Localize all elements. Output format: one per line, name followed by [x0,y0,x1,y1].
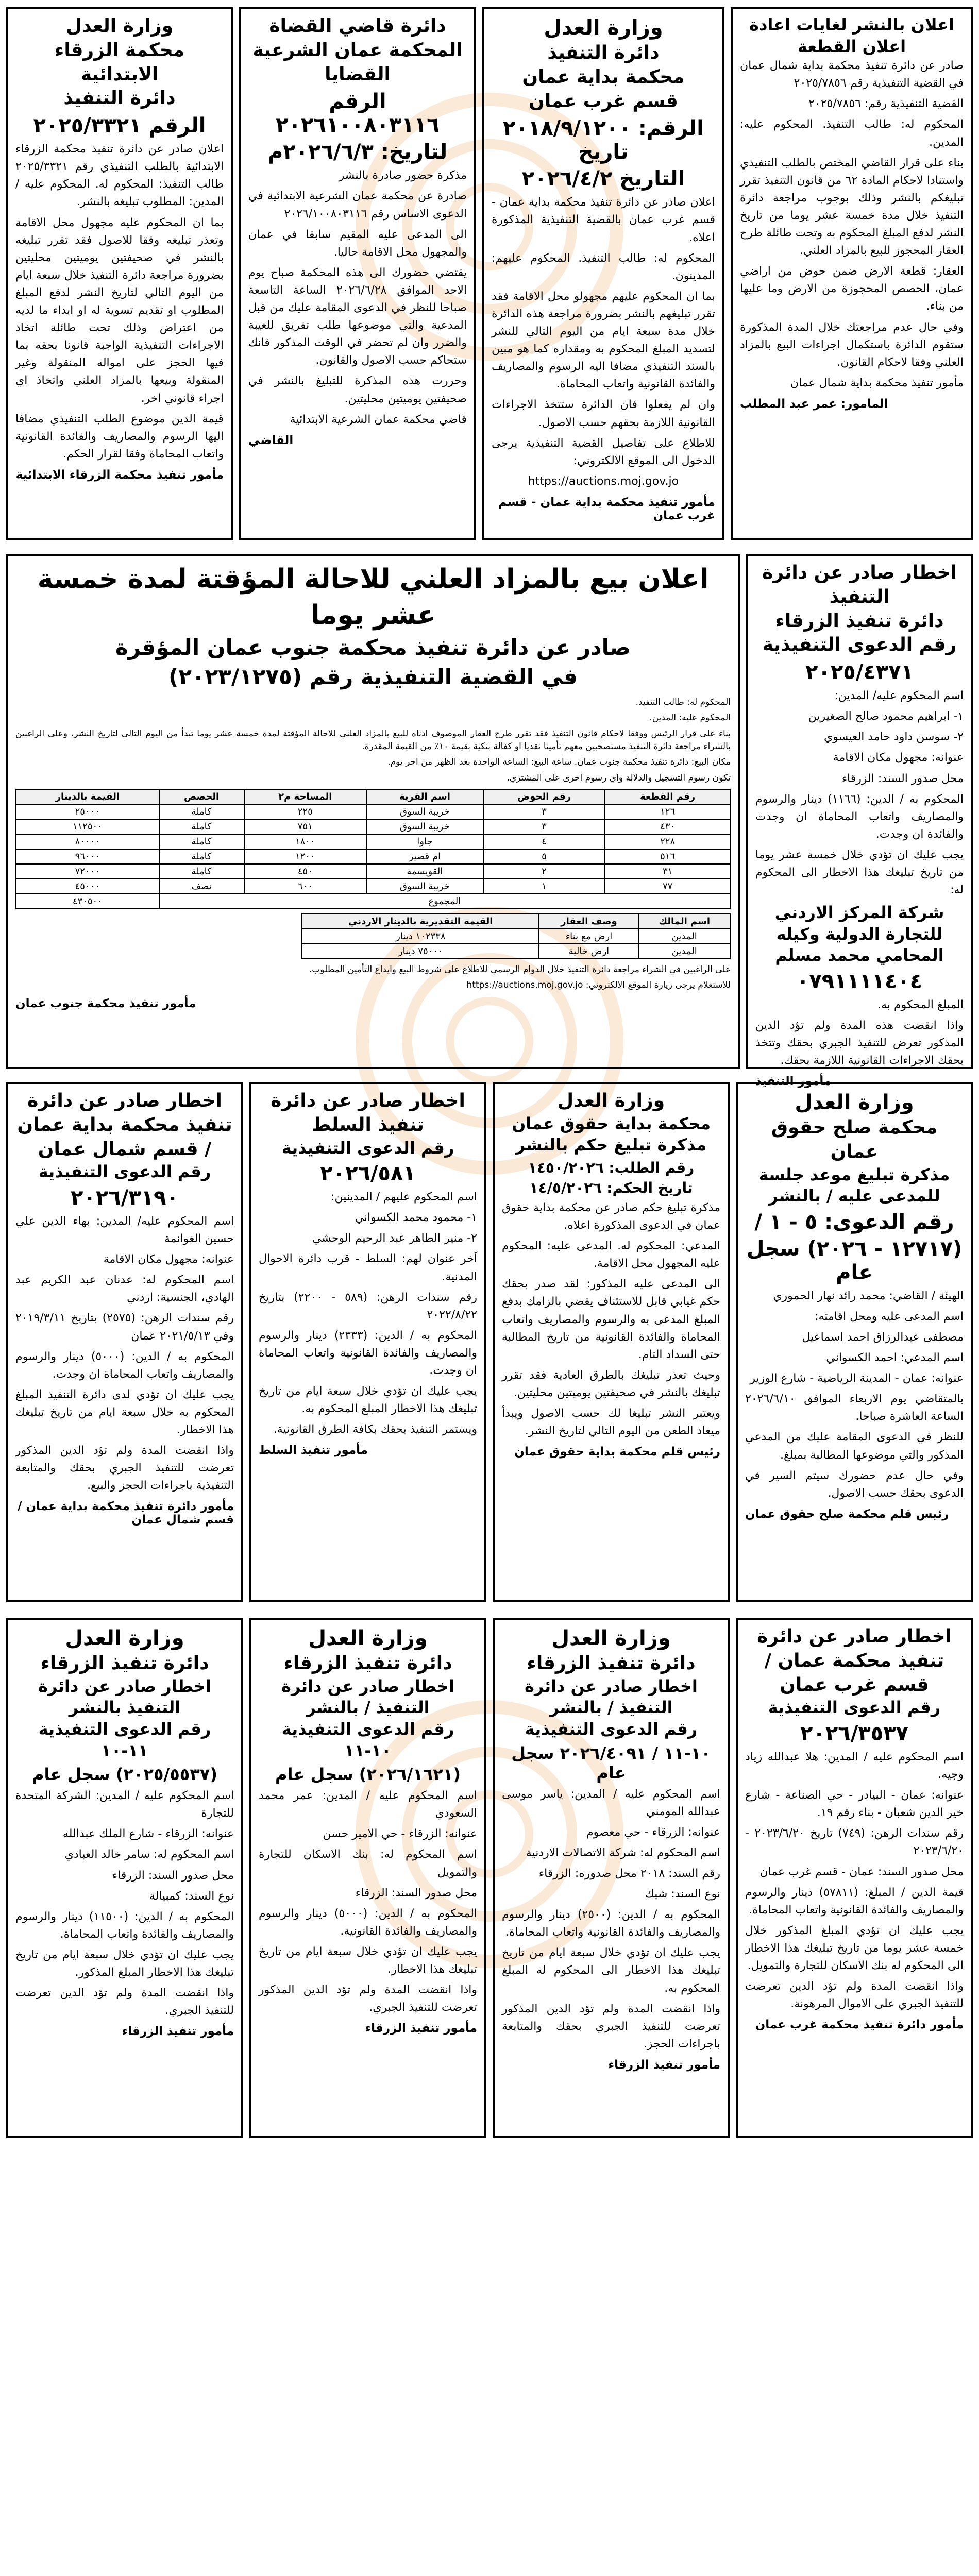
table-row [302,944,730,959]
ad-case-number: (٢٠٢٥/٥٥٣٧) سجل عام [32,1765,217,1785]
table-cell: كاملة [159,804,244,819]
table-cell: المدين [638,929,730,944]
table-header-row [302,914,730,929]
table-cell: ١٢٦ [605,804,730,819]
table-cell: ٦٠٠ [244,879,367,894]
table-cell: نصف [159,879,244,894]
table-cell: ١٢٠٠ [244,849,367,864]
ad-paragraph: يجب عليك ان تؤدي خلال سبعة ايام من تاريخ تبليغك هذا الاخطار المبلغ المحكوم به. [259,1385,477,1416]
ad-signature: مأمور التنفيذ [755,1075,832,1089]
owner-table [301,913,731,959]
ad-paragraph: المحكوم به / الدين: (٢٣٣٣) دينار والرسوم والمصاريف والفائدة القانونية واتعاب المحاماة ان وجدت. [259,1329,478,1378]
ad-paragraph: المدعي: المحكوم له. المدعى عليه: المحكوم عليه المجهول محل الاقامة. [502,1240,720,1270]
table-cell: ٢٢٨ [605,834,730,849]
ad-signature: مأمور تنفيذ الزرقاء [365,2022,477,2036]
ad-paragraph: بما ان المحكوم عليه مجهول محل الاقامة وتعذر تبليغه وفقا للاصول فقد تقرر تبليغه بالنشر في صحيفتين يوميتين محليتين بضرورة مراجعة دائرة التنفيذ خلال سبعة ايام من اليوم التالي لتاريخ النشر لدفع المبلغ المطلوب او تقديم تسوية له او ابداء ما لديه من اعتراض وذلك تحت طائلة اتخاذ الاجراءات التنفيذية الواجبة قانونا بحقه بما فيها الحجز على امواله المنقولة وغير المنقولة وبيعها بالمزاد العلني واتخاذ اي اجراء قانوني اخر. [15,216,224,405]
ad-case-number: ٢٠٢٥/٤٣٧١ [805,660,914,685]
ad-title: مذكرة تبليغ موعد جلسة للمدعى عليه / بالنشر [758,1164,950,1206]
table-cell: ام قصير [366,849,483,864]
ad-case-number: ٢٠٢٦/٥٨١ [320,1162,416,1186]
table-header: المساحة م٢ [244,789,367,804]
ad-paragraph: وحيث تعذر تبليغك بالطرق العادية فقد تقرر تبليغك بالنشر في صحيفتين يوميتين محليتين. [502,1368,720,1399]
ad-case-number: ١٠-١١ / ٢٠٢٦/٤٠٩١ سجل عام [511,1743,711,1783]
ad-paragraph: المحكوم له: طالب التنفيذ. المحكوم عليه: المدين. [740,118,964,149]
ad-paragraph: الى المدعى عليه المقيم سابقا في عمان والمجهول محل الاقامة حاليا. [248,228,467,259]
ad-paragraph: قاضي محكمة عمان الشرعية الابتدائية [290,413,467,426]
ad-paragraph: اسم المدعى عليه ومحل اقامته: [815,1310,964,1323]
ad-paragraph: يقتضي حضورك الى هذه المحكمة صباح يوم الاحد الموافق ٢٠٢٦/٦/٢٨ الساعة التاسعة صباحا للنظر في الدعوى المقامة عليك من قبل المدعية والتي موضوعها طلب تفريق للغيبة والضرر وان لم تحضر في الوقت المذكور فانك ستحاكم حسب الاصول والقانون. [248,266,467,367]
ad-case-label: رقم الدعوى التنفيذية [38,1162,211,1182]
ad-creditor: شركة المركز الاردني للتجارة الدولية وكيله المحامي محمد مسلم [774,903,944,965]
ad-session-summons [736,1082,973,1602]
table-cell: ١٠٢٣٣٨ دينار [302,929,539,944]
ad-ministry: وزارة العدل [557,1090,665,1111]
ad-paragraph: المحكوم له: طالب التنفيذ. المحكوم عليهم: المدينون. [492,251,715,282]
ad-paragraph: المحكوم به / الدين: (١١٥٠٠) دينار والرسوم والمصاريف والفائدة واتعاب المحاماة. [15,1910,234,1941]
table-row [302,929,730,944]
ad-paragraph: اسم المحكوم له: بنك الاسكان للتجارة والتمويل [259,1848,477,1879]
ad-paragraph: ٢- منير الطاهر عبد الرحيم الوحشي [312,1232,477,1245]
ad-paragraph: وفي حال عدم حضورك سيتم السير في الدعوى بحقك حسب الاصول. [745,1469,964,1500]
ad-paragraph: وحررت هذه المذكرة للتبليغ بالنشر في صحيفتين يوميتين محليتين. [248,375,467,405]
table-row [16,819,730,834]
ad-court: محكمة بداية حقوق عمان [511,1113,711,1133]
ad-paragraph: واذا انقضت المدة ولم تؤد الدين تعرضت للتنفيذ الجبري. [15,1987,234,2018]
table-header: رقم القطعة [605,789,730,804]
ad-paragraph: المحكوم به / الدين: (١١٦٦) دينار والرسوم والمصاريف واتعاب المحاماة ان وجدت والفائدة ان وجدت. [755,792,964,841]
ad-paragraph: اسم المحكوم عليه / المدين: عمر محمد السعودي [259,1789,477,1820]
ad-date: لتاريخ: ٢٠٢٦/٦/٣م [267,140,448,164]
ad-case-label: رقم الدعوى التنفيذية [525,1719,698,1739]
ad-property-announcement [731,7,973,540]
ad-case-label: رقم الدعوى التنفيذية [768,1698,941,1718]
ad-paragraph: نوع السند: شيك [645,1888,720,1901]
ad-case-label: رقم الدعوى التنفيذية ١٠-١١ [281,1719,454,1760]
ad-dept: دائرة التنفيذ [63,88,176,109]
ad-paragraph: رقم سندات الرهن: (٧٤٩) تاريخ ٢٠٢٣/٦/٢٠ - ٢٠٢٣/٦/٢٠ [745,1827,964,1858]
table-header: الحصص [159,789,244,804]
ad-paragraph: المحكوم به / الدين: (٥٠٠٠) دينار والرسوم والمصاريف والفائدة القانونية. [259,1907,478,1938]
ad-paragraph: ويستمر التنفيذ بحقك بكافة الطرق القانونية. [273,1423,477,1436]
ad-paragraph: رقم السند: ٢٠١٨ محل صدوره: الزرقاء [538,1867,720,1880]
ad-zarqa-first-instance [6,7,233,540]
table-total-row [16,894,730,909]
ad-paragraph: بالمتقاضي يوم الاربعاء الموافق ٢٠٢٦/٦/١٠ الساعة العاشرة صباحا. [745,1393,964,1423]
ad-case-label: رقم الدعوى التنفيذية ١١-١٠ [38,1719,211,1760]
ad-case-number: الرقم ٢٠٢٥/٣٣٢١ [33,114,206,138]
ad-title: اخطار صادر عن دائرة التنفيذ / بالنشر [281,1676,454,1718]
property-table [15,789,731,909]
ad-paragraph: اسم المحكوم عليه / المدين: الشركة المتحدة للتجارة [15,1789,234,1820]
owner-table-body [302,929,730,959]
ad-paragraph: مذكرة حضور صادرة بالنشر [339,169,467,182]
table-cell: ٧٧ [605,879,730,894]
ad-paragraph: محل صدور السند: الزرقاء [841,772,964,785]
ad-title: اخطار صادر عن دائرة تنفيذ محكمة عمان / [757,1626,952,1671]
ad-title: اعلان بالنشر لغايات اعادة اعلان القطعة [749,15,954,56]
ad-signature: المامور: عمر عبد المطلب [740,397,888,411]
ad-signature: مأمور تنفيذ السلط [259,1444,368,1458]
table-cell: كاملة [159,819,244,834]
table-total-value: ٤٣٠٥٠٠ [16,894,159,909]
ad-judgment-notice [493,1082,730,1602]
ad-paragraph: رقم سندات الرهن: (٢٥٧٥) بتاريخ ٢٠١٩/٣/١١ وفي ٢٠٢١/٥/١٣ عمان [15,1312,234,1343]
ad-paragraph: اسم المحكوم عليه / المدين: ياسر موسى عبدالله المومني [502,1787,720,1818]
table-cell: ٢٥٠٠٠ [16,804,159,819]
ad-title: اعلان بيع بالمزاد العلني للاحالة المؤقتة لمدة خمسة عشر يوما [37,564,709,631]
ad-section: / قسم شمال عمان [38,1138,212,1160]
ad-paragraph: قيمة الدين / المبلغ: (٥٧٨١١) دينار والرسوم والمصاريف والفائدة القانونية واتعاب المحاماة. [745,1886,964,1917]
ad-paragraph: محل صدور السند: الزرقاء [355,1886,477,1900]
table-header-row [16,789,730,804]
ad-signature: مأمور دائرة تنفيذ محكمة غرب عمان [755,2018,964,2032]
ad-paragraph: مصطفى عبدالرزاق احمد اسماعيل [802,1330,964,1344]
ad-paragraph: المحكوم به / الدين: (٢٥٠٠) دينار والرسوم والمصاريف والفائدة القانونية واتعاب المحاماة. [502,1908,721,1939]
ad-paragraph: يجب عليك ان تؤدي المبلغ المذكور خلال خمسة عشر يوما من تاريخ تبليغك هذا الاخطار الى المحكوم له بنك الاسكان للتجارة والتمويل. [745,1924,964,1973]
table-cell: ارض مع بناء [539,929,638,944]
ad-signature: رئيس قلم محكمة صلح حقوق عمان [745,1507,949,1521]
ad-court: دائرة تنفيذ الزرقاء [283,1653,452,1674]
table-header: وصف العقار [539,914,638,929]
ad-title: اخطار صادر عن دائرة التنفيذ [762,562,957,607]
ad-court: محكمة الزرقاء الابتدائية [54,39,185,85]
ad-ministry: وزارة العدل [65,1626,184,1650]
ad-title: اخطار صادر عن دائرة التنفيذ بالنشر [38,1676,211,1718]
ad-paragraph: للاطلاع على تفاصيل القضية التنفيذية يرجى الدخول الى الموقع الالكتروني: [492,436,715,467]
ad-signature: مأمور تنفيذ محكمة الزرقاء الابتدائية [15,468,224,482]
ad-case-number: ٢٠٢٦/٣٥٣٧ [800,1721,908,1745]
table-header: اسم المالك [638,914,730,929]
ad-phone: ٠٧٩١١١١٤٠٤ [796,970,923,993]
table-header: رقم الحوض [483,789,605,804]
ad-paragraph: الهيئة / القاضي: محمد رائد نهار الحموري [773,1289,964,1302]
ad-case-number: (٢٠٢٦/١٦٢١) سجل عام [275,1765,461,1785]
ad-paragraph: عنوانه: مجهول مكان الاقامة [103,1253,234,1266]
ad-court: دائرة قاضي القضاة [269,15,446,37]
ad-case-number: رقم الطلب: ١٤٥٠/٢٠٢٦ [528,1159,695,1176]
ad-signature: مأمور دائرة تنفيذ محكمة بداية عمان / قسم شمال عمان [17,1500,234,1527]
ad-paragraph: اسم المحكوم عليه / المدين: هلا عبدالله زياد وجيه. [745,1750,964,1782]
ad-salt-execution [249,1082,486,1602]
ad-court: محكمة صلح حقوق عمان [771,1117,938,1162]
ad-signature: مأمور تنفيذ محكمة بداية عمان - قسم غرب عمان [498,495,715,522]
ad-paragraph: قيمة الدين موضوع الطلب التنفيذي مضافا اليها الرسوم والمصاريف والفائدة القانونية واتعاب المحاماة وفقا لقرار الحكم. [15,412,224,461]
ad-signature: مأمور تنفيذ محكمة جنوب عمان [15,996,196,1010]
ad-ministry: وزارة العدل [308,1626,428,1650]
table-cell: ١١٢٥٠٠ [16,819,159,834]
ad-section: قسم غرب عمان [780,1674,929,1696]
ad-signature: مأمور تنفيذ الزرقاء [122,2025,234,2039]
ad-signature: مأمور تنفيذ الزرقاء [608,2058,720,2072]
table-cell: ٣ [483,819,605,834]
table-cell: ٤٥٠٠٠ [16,879,159,894]
table-cell: ٢ [483,864,605,879]
ad-case-title: في القضية التنفيذية رقم (٢٠٢٣/١٢٧٥) [168,664,578,690]
ad-paragraph: اعلان صادر عن دائرة تنفيذ محكمة الزرقاء الابتدائية بالطلب التنفيذي رقم ٢٠٢٥/٣٣٢١ طالب التنفيذ: المحكوم له. المحكوم عليه / المدين: المطلوب تبليغه بالنشر. [15,143,224,209]
ad-court: دائرة تنفيذ الزرقاء [775,610,944,632]
ad-paragraph: محل صدور السند: الزرقاء [112,1869,234,1882]
table-cell: ٨٠٠٠٠ [16,834,159,849]
ad-title: اخطار صادر عن دائرة تنفيذ محكمة بداية عمان [17,1090,232,1136]
ad-ministry: وزارة العدل [795,1091,914,1114]
ad-paragraph: رقم سندات الرهن: (٥٨٩ - ٢٢٠٠) بتاريخ ٢٠٢٢/٨/٢٢ [259,1291,477,1321]
ad-paragraph: صادرة عن محكمة عمان الشرعية الابتدائية في الدعوى الاساس رقم ٢٠٢٦/١٠٠٨٠٣١١٦ [248,190,467,221]
table-cell: ٣١ [605,864,730,879]
table-cell: ٢٢٥ [244,804,367,819]
ad-court: دائرة تنفيذ الزرقاء [40,1653,209,1674]
ad-paragraph: آخر عنوان لهم: السلط - قرب دائرة الاحوال المدنية. [259,1252,477,1283]
table-header: القيمة بالدينار [16,789,159,804]
ad-paragraph: عنوانه: الزرقاء - حي الامير حسن [323,1827,477,1841]
ad-case-number: الرقم: ٢٠١٨/٩/١٢٠٠ تاريخ [502,116,704,164]
table-cell: خريبة السوق [366,879,483,894]
ad-paragraph: للنظر في الدعوى المقامة عليك من المدعي المذكور والتي موضوعها المطالبة بمبلغ. [745,1431,964,1462]
ad-title: مذكرة تبليغ حكم بالنشر [515,1135,707,1155]
ad-north-amman-execution [6,1082,243,1602]
ad-paragraph: للاستعلام يرجى زيارة الموقع الالكتروني: https://auctions.moj.gov.jo [466,980,731,991]
ad-dept: دائرة التنفيذ [547,42,660,63]
ad-case-number: (١٢٧١٧ - ٢٠٢٦) سجل عام [746,1236,963,1284]
ad-court-secondary: المحكمة عمان الشرعية [252,39,463,61]
ad-paragraph: واذا انقضت المدة ولم تؤد الدين تعرضت للتنفيذ الجبري على الاموال المرهونة. [745,1980,964,2011]
ad-paragraph: اسم المحكوم عليه/ المدين: بهاء الدين علي حسين الغوانمة [15,1214,234,1246]
ad-paragraph: اسم المحكوم له: سامر خالد العبادي [64,1848,234,1861]
table-row [16,879,730,894]
ad-paragraph: اسم المحكوم عليه/ المدين: [834,689,964,703]
ad-paragraph: واذا انقضت المدة ولم تؤد الدين المذكور تعرضت للتنفيذ الجبري بحقك والمتابعة باجراءات الحجز. [502,2002,720,2050]
ad-website-link[interactable]: https://auctions.moj.gov.jo [528,474,679,488]
table-cell: ٤٣٠ [605,819,730,834]
table-row [16,804,730,819]
table-cell: ٧٥٠٠٠ دينار [302,944,539,959]
table-cell: كاملة [159,864,244,879]
table-cell: كاملة [159,834,244,849]
ad-paragraph: المبلغ المحكوم به. [877,998,964,1011]
table-total-label: المجموع [159,894,730,909]
ad-paragraph: صادر عن دائرة تنفيذ محكمة بداية شمال عمان في القضية التنفيذية رقم ٢٠٢٥/٧٨٥٦ [740,59,964,90]
ad-dept: القضايا [325,63,391,85]
table-cell: خريبة السوق [366,804,483,819]
ad-paragraph: اسم المحكوم له: عدنان عبد الكريم عبد الهادي، الجنسية: اردني [15,1274,234,1304]
ad-case-label: رقم الدعوى التنفيذية [762,634,957,656]
ad-paragraph: يجب عليك ان تؤدي خلال سبعة ايام من تاريخ تبليغك هذا الاخطار الى المحكوم له المبلغ المحكوم به. [502,1946,720,1995]
ad-paragraph: المحكوم عليه: المدين. [649,713,731,723]
ad-paragraph: يجب عليك ان تؤدي لدى دائرة التنفيذ المبلغ المحكوم به خلال سبعة ايام من تاريخ تبليغك هذا الاخطار. [15,1388,234,1437]
ad-date: تاريخ الحكم: ١٤/٥/٢٠٢٦ [529,1179,693,1196]
ad-ministry: وزارة العدل [551,1626,671,1650]
table-row [16,849,730,864]
ad-zarqa-notice-4091 [493,1618,730,2138]
ad-paragraph: واذا انقضت المدة ولم تؤد الدين المذكور تعرضت للتنفيذ الجبري بحقك والمتابعة التنفيذية باجراءات الحجز والبيع. [15,1444,234,1493]
ad-paragraph: يجب عليك ان تؤدي خلال خمسة عشر يوما من تاريخ تبليغك هذا الاخطار الى المحكوم له: [755,848,964,897]
ad-west-amman-notice [736,1618,973,2138]
ad-title: اخطار صادر عن دائرة تنفيذ السلط [271,1090,465,1136]
ad-zarqa-execution-notice [746,554,973,1089]
table-cell: القويسمة [366,864,483,879]
table-cell: المدين [638,944,730,959]
ad-sharia-court-summons [239,7,476,540]
ad-paragraph: ٢- سوسن داود حامد العيسوي [824,731,964,744]
ad-case-number: ٢٠٢٦/٣١٩٠ [71,1185,179,1210]
ad-signature: القاضي [248,433,294,447]
ad-paragraph: مكان البيع: دائرة تنفيذ محكمة جنوب عمان. ساعة البيع: الساعة الواحدة بعد الظهر من اخر يوم. [387,757,731,768]
ad-paragraph: ١- ابراهيم محمود صالح الصغيرين [808,710,964,723]
ad-paragraph: محل صدور السند: عمان - قسم غرب عمان [759,1865,964,1878]
ad-paragraph: عنوانه: مجهول مكان الاقامة [833,751,964,765]
ad-paragraph: عنوانه: الزرقاء - حي معصوم [586,1825,720,1839]
ad-paragraph: اسم المحكوم له: شركة الاتصالات الاردنية [526,1846,720,1859]
ad-subtitle: صادر عن دائرة تنفيذ محكمة جنوب عمان المؤقرة [115,635,631,660]
table-cell: ٧٥١ [244,819,367,834]
ad-case-label: رقم الدعوى التنفيذية [281,1138,454,1158]
ad-paragraph: يجب عليك ان تؤدي خلال سبعة ايام من تاريخ تبليغك هذا الاخطار المبلغ المذكور. [15,1948,234,1979]
ad-paragraph: الى المدعى عليه المذكور: لقد صدر بحقك حكم غيابي قابل للاستئناف يقضي بالزامك بدفع المبلغ المدعى به والرسوم والمصاريف واتعاب المحاماة والفائدة القانونية من تاريخ المطالبة حتى السداد التام. [502,1278,720,1361]
table-row [16,834,730,849]
ad-paragraph: يجب عليك ان تؤدي خلال سبعة ايام من تاريخ تبليغك هذا الاخطار. [259,1945,477,1976]
table-row [16,864,730,879]
ad-date: التاريخ ٢٠٢٦/٤/٢ [521,167,685,191]
ad-paragraph: عنوانه: عمان - المدينة الرياضية - شارع الوزير [750,1372,964,1385]
table-cell: ٥١٦ [605,849,730,864]
table-cell: ٤٥٠ [244,864,367,879]
ad-court: دائرة تنفيذ الزرقاء [527,1653,696,1674]
ad-zarqa-notice-1621 [249,1618,486,2138]
table-header: اسم القرية [366,789,483,804]
ad-paragraph: نوع السند: كمبيالة [149,1889,234,1903]
table-cell: ٧٢٠٠٠ [16,864,159,879]
ad-title: اخطار صادر عن دائرة التنفيذ / بالنشر [525,1676,698,1718]
ad-paragraph: القضية التنفيذية رقم: ٢٠٢٥/٧٨٥٦ [808,97,964,111]
ad-paragraph: على الراغبين في الشراء مراجعة دائرة التنفيذ خلال الدوام الرسمي للاطلاع على شروط البيع وايداع التأمين المطلوب. [309,964,731,975]
ad-ministry: وزارة العدل [544,16,663,40]
table-header: القيمة التقديرية بالدينار الاردني [302,914,539,929]
ad-paragraph: اعلان صادر عن دائرة تنفيذ محكمة بداية عمان - قسم غرب عمان بالقضية التنفيذية المذكورة اعلاه. [492,196,715,244]
ad-case-number: الرقم ٢٠٢٦١٠٠٨٠٣١١٦ [276,90,440,138]
table-cell: ٩٦٠٠٠ [16,849,159,864]
ad-section: قسم غرب عمان [529,90,678,112]
ad-paragraph: عنوانه: عمان - البيادر - حي الصناعة - شارع خير الدين شعبان - بناء رقم ١٩. [745,1789,964,1820]
ad-zarqa-notice-5537 [6,1618,243,2138]
table-cell: ٣ [483,804,605,819]
ad-paragraph: بناء على قرار الرئيس ووفقا لاحكام قانون التنفيذ فقد تقرر طرح العقار الموصوف ادناه للبيع بالمزاد العلني للاحالة المؤقتة لمدة خمسة عشر يوما تبدأ من اليوم التالي لتاريخ النشر، وعلى الراغبين بالشراء مراجعة دائرة التنفيذ مستصحبين معهم تأمينا نقديا او كفالة بنكية بقيمة ١٠٪ من القيمة المقدرة. [15,728,731,752]
table-cell: ٤ [483,834,605,849]
table-cell: ارض خالية [539,944,638,959]
ad-paragraph: عنوانه: الزرقاء - شارع الملك عبدالله [62,1827,234,1841]
ad-paragraph: ويعتبر النشر تبليغا لك حسب الاصول ويبدأ ميعاد الطعن من اليوم التالي لتاريخ النشر. [502,1407,720,1438]
table-cell: ١٨٠٠ [244,834,367,849]
table-cell: جاوا [366,834,483,849]
ad-paragraph: مذكرة تبليغ حكم صادر عن محكمة بداية حقوق عمان في الدعوى المذكورة اعلاه. [502,1201,720,1232]
ad-auction-sale [6,554,740,1069]
ad-paragraph: مأمور تنفيذ محكمة بداية شمال عمان [790,376,964,389]
table-cell: كاملة [159,849,244,864]
ad-west-amman-execution [482,7,724,540]
ad-signature: رئيس قلم محكمة بداية حقوق عمان [514,1445,720,1459]
table-cell: ٥ [483,849,605,864]
ad-court: محكمة بداية عمان [522,66,685,88]
ad-paragraph: تكون رسوم التسجيل والدلالة واي رسوم اخرى على المشتري. [507,772,731,783]
ad-case-label: رقم الدعوى: ٥ - ١ / [754,1210,954,1234]
ad-paragraph: اسم المدعي: احمد الكسواني [826,1351,964,1365]
ad-paragraph: بما ان المحكوم عليهم مجهولو محل الاقامة فقد تقرر تبليغهم بالنشر بضرورة مراجعة هذه الدائرة خلال مدة سبعة ايام من اليوم التالي للنشر لتسديد المبلغ المحكوم به ومقداره كما هو مبين بالسند التنفيذي مضافا اليه الرسوم والمصاريف والفائدة القانونية واتعاب المحاماة. [492,290,715,391]
ad-paragraph: واذا انقضت هذه المدة ولم تؤد الدين المذكور تعرض للتنفيذ الجبري بحقك وتتخذ بحقك الاجراءات القانونية اللازمة بحقك. [755,1019,964,1067]
ad-paragraph: واذا انقضت المدة ولم تؤد الدين المذكور تعرضت للتنفيذ الجبري. [259,1984,477,2014]
ad-paragraph: المحكوم به / الدين: (٥٠٠٠) دينار والرسوم والمصاريف واتعاب المحاماة ان وجدت. [15,1350,234,1381]
table-cell: ١ [483,879,605,894]
ad-paragraph: ١- محمود محمد الكسواني [355,1211,477,1225]
ad-ministry: وزارة العدل [65,15,174,37]
property-table-body [16,804,730,894]
ad-paragraph: اسم المحكوم عليهم / المدينين: [331,1191,477,1204]
ad-paragraph: العقار: قطعة الارض ضمن حوض من اراضي عمان، الحصص المحجوزة من الارض وما عليها من بناء. [740,265,964,313]
ad-paragraph: المحكوم له: طالب التنفيذ. [635,697,731,707]
table-cell: خريبة السوق [366,819,483,834]
ad-paragraph: وان لم يفعلوا فان الدائرة ستتخذ الاجراءات القانونية اللازمة بحقهم حسب الاصول. [492,398,715,429]
ad-paragraph: وفي حال عدم مراجعتك خلال المدة المذكورة ستقوم الدائرة باستكمال اجراءات البيع بالمزاد العلني وفقا لاحكام القانون. [740,320,964,369]
ad-paragraph: بناء على قرار القاضي المختص بالطلب التنفيذي واستنادا لاحكام المادة ٦٢ من قانون التنفيذ تقرر تبليغكم بالنشر وذلك بوجوب مراجعة دائرة التنفيذ خلال مدة خمسة عشر يوما من تاريخ النشر لدفع المبلغ المحكوم به وتحت طائلة طرح العقار المحجوز للبيع بالمزاد العلني. [740,156,964,258]
